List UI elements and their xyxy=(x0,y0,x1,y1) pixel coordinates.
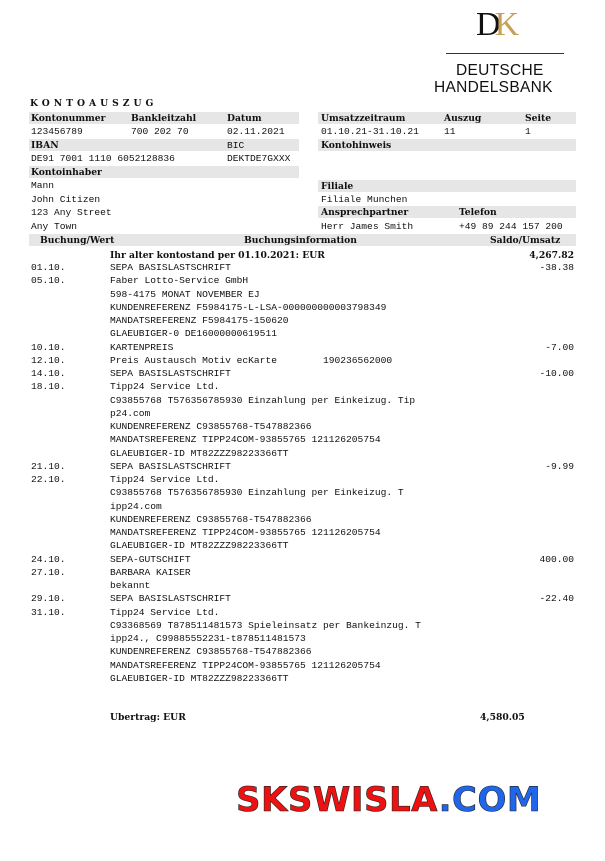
blz-label: Bankleitzahl xyxy=(131,113,197,124)
line-text: bekannt xyxy=(110,580,151,591)
line-text: Faber Lotto-Service GmbH xyxy=(110,275,249,286)
line-date: 29.10. xyxy=(31,593,66,604)
line-text: GLAEUBIGER-ID MT82ZZZ98223366TT xyxy=(110,540,289,551)
iban-label: IBAN xyxy=(31,140,59,151)
line-text: C93855768 T576356785930 Einzahlung per Einkeizug. T xyxy=(110,487,404,498)
ansprechpartner-value: Herr James Smith xyxy=(321,221,414,232)
line-text: Tipp24 Service Ltd. xyxy=(110,607,220,618)
header-band xyxy=(318,180,576,192)
header-band xyxy=(29,139,299,151)
blz-value: 700 202 70 xyxy=(131,126,189,137)
line-date: 10.10. xyxy=(31,342,66,353)
line-amount: 400.00 xyxy=(539,554,574,565)
inhaber-line: John Citizen xyxy=(31,194,101,205)
line-text: Tipp24 Service Ltd. xyxy=(110,381,220,392)
line-text: KUNDENREFERENZ C93855768-T547882366 xyxy=(110,646,312,657)
line-text: MANDATSREFERENZ TIPP24COM-93855765 121126205754 xyxy=(110,527,381,538)
bank-name-line2: HANDELSBANK xyxy=(434,79,553,96)
bic-value: DEKTDE7GXXX xyxy=(227,153,291,164)
line-date: 18.10. xyxy=(31,381,66,392)
line-date: 27.10. xyxy=(31,567,66,578)
line-date: 31.10. xyxy=(31,607,66,618)
col-saldo: Saldo/Umsatz xyxy=(490,235,561,246)
document-title: KONTOAUSZUG xyxy=(30,98,158,109)
seite-value: 1 xyxy=(525,126,531,137)
line-date: 14.10. xyxy=(31,368,66,379)
line-text: 598-4175 MONAT NOVEMBER EJ xyxy=(110,289,260,300)
col-buchung: Buchung/Wert xyxy=(40,235,115,246)
line-text: KUNDENREFERENZ F5984175-L-LSA-000000000003798349 xyxy=(110,302,387,313)
logo-divider xyxy=(446,53,564,54)
watermark xyxy=(236,780,541,820)
line-date: 05.10. xyxy=(31,275,66,286)
seite-label: Seite xyxy=(525,113,552,124)
line-text: p24.com xyxy=(110,408,151,419)
opening-text: Ihr alter kontostand per 01.10.2021: EUR xyxy=(110,250,325,261)
col-info: Buchungsinformation xyxy=(244,235,357,246)
line-text: MANDATSREFERENZ TIPP24COM-93855765 121126205754 xyxy=(110,434,381,445)
line-amount: -10.00 xyxy=(539,368,574,379)
filiale-label: Filiale xyxy=(321,181,354,192)
watermark-part1: SKSWISLA xyxy=(236,780,439,820)
line-text: SEPA BASISLASTSCHRIFT xyxy=(110,368,231,379)
carry-label: Ubertrag: EUR xyxy=(110,712,186,723)
line-text: SEPA-GUTSCHIFT xyxy=(110,554,191,565)
auszug-label: Auszug xyxy=(444,113,482,124)
line-text: MANDATSREFERENZ TIPP24COM-93855765 121126205754 xyxy=(110,660,381,671)
line-text: Tipp24 Service Ltd. xyxy=(110,474,220,485)
auszug-value: 11 xyxy=(444,126,456,137)
line-text: GLAEUBIGER-0 DE16000000619511 xyxy=(110,328,277,339)
filiale-value: Filiale Munchen xyxy=(321,194,408,205)
line-date: 24.10. xyxy=(31,554,66,565)
inhaber-line: Any Town xyxy=(31,221,78,232)
line-date: 22.10. xyxy=(31,474,66,485)
inhaber-line: Mann xyxy=(31,180,55,191)
line-text: GLAEUBIGER-ID MT82ZZZ98223366TT xyxy=(110,448,289,459)
line-text: MANDATSREFERENZ F5984175-150620 xyxy=(110,315,289,326)
line-text: C93855768 T576356785930 Einzahlung per Einkeizug. Tip xyxy=(110,395,416,406)
kontohinweis-label: Kontohinweis xyxy=(321,140,392,151)
umsatzzeitraum-value: 01.10.21-31.10.21 xyxy=(321,126,419,137)
telefon-label: Telefon xyxy=(459,207,497,218)
line-text: Preis Austausch Motiv ecKarte 190236562000 xyxy=(110,355,393,366)
bic-label: BIC xyxy=(227,140,245,151)
line-date: 21.10. xyxy=(31,461,66,472)
opening-amount: 4,267.82 xyxy=(529,250,574,261)
datum-label: Datum xyxy=(227,113,262,124)
line-text: SEPA BASISLASTSCHRIFT xyxy=(110,461,231,472)
kontoinhaber-label: Kontoinhaber xyxy=(31,167,102,178)
line-amount: -9.99 xyxy=(545,461,574,472)
line-text: GLAEUBIGER-ID MT82ZZZ98223366TT xyxy=(110,673,289,684)
kontonummer-value: 123456789 xyxy=(31,126,83,137)
line-text: KUNDENREFERENZ C93855768-T547882366 xyxy=(110,421,312,432)
kontonummer-label: Kontonummer xyxy=(31,113,106,124)
telefon-value: +49 89 244 157 200 xyxy=(459,221,563,232)
line-text: ipp24.com xyxy=(110,501,162,512)
carry-amount: 4,580.05 xyxy=(480,712,525,723)
line-amount: -7.00 xyxy=(545,342,574,353)
line-text: KUNDENREFERENZ C93855768-T547882366 xyxy=(110,514,312,525)
ansprechpartner-label: Ansprechpartner xyxy=(321,207,409,218)
bank-name-line1: DEUTSCHE xyxy=(456,62,544,79)
line-text: C93368569 T878511481573 Spieleinsatz per Bankeinzug. T xyxy=(110,620,421,631)
line-date: 01.10. xyxy=(31,262,66,273)
line-text: SEPA BASISLASTSCHRIFT xyxy=(110,593,231,604)
bank-logo: DK xyxy=(476,6,514,43)
datum-value: 02.11.2021 xyxy=(227,126,285,137)
umsatzzeitraum-label: Umsatzzeitraum xyxy=(321,113,406,124)
line-text: BARBARA KAISER xyxy=(110,567,191,578)
line-text: KARTENPREIS xyxy=(110,342,174,353)
line-text: SEPA BASISLASTSCHRIFT xyxy=(110,262,231,273)
line-date: 12.10. xyxy=(31,355,66,366)
inhaber-line: 123 Any Street xyxy=(31,207,112,218)
iban-value: DE91 7001 1110 6052128836 xyxy=(31,153,175,164)
watermark-part2: .COM xyxy=(438,780,542,820)
line-amount: -38.38 xyxy=(539,262,574,273)
line-amount: -22.40 xyxy=(539,593,574,604)
line-text: ipp24., C99885552231-t878511481573 xyxy=(110,633,306,644)
